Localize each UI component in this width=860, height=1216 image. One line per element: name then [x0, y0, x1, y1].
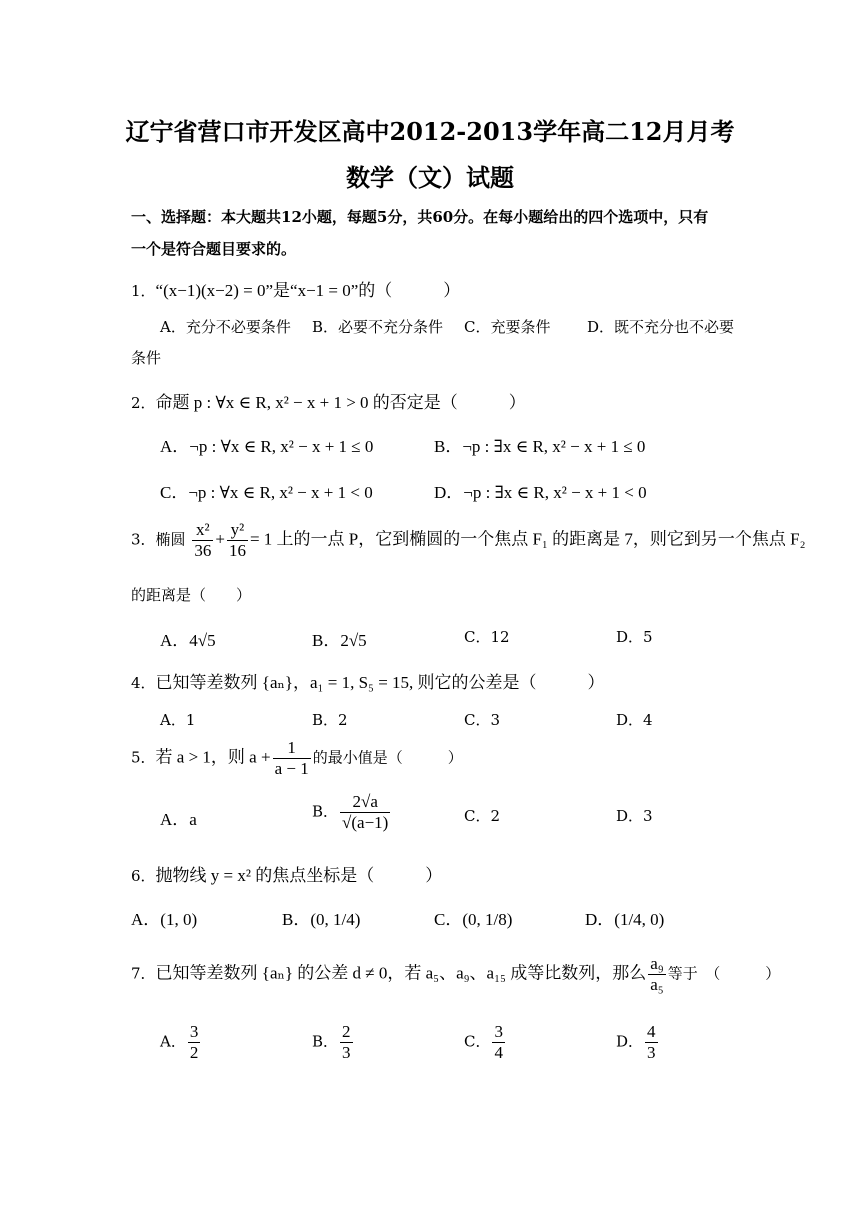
question-5	[131, 738, 463, 779]
question-number: 5．	[131, 748, 156, 767]
q3-option-b: B．2√5	[312, 631, 367, 650]
question-stem-a: 若 a > 1，则 a +	[155, 747, 271, 767]
ratio-term: $\frac{\text{a₉}}{\text{a₅}}$	[650, 954, 664, 994]
q4-option-b: B．2	[312, 711, 348, 729]
q1-option-b: B．必要不充分条件	[312, 318, 444, 336]
q4-option-c: C．3	[464, 711, 501, 729]
question-number: 1．	[131, 282, 156, 300]
question-stem-b: 等于 （ ）	[667, 964, 781, 983]
q2-option-c: C．¬p : ∀x ∈ R, x² − x + 1 < 0	[160, 483, 373, 502]
question-stem-a: 已知等差数列 {aₙ} 的公差 d ≠ 0，若 a₅、a₉、a₁₅ 成等比数列，那么	[155, 963, 647, 983]
q4-option-a: A．1	[160, 711, 196, 729]
question-number: 7．	[131, 964, 156, 983]
q1-wrap: 条件	[131, 349, 162, 367]
q7-option-d: D． $\frac{4}{3}$	[616, 1022, 656, 1062]
q2-option-d: D．¬p : ∃x ∈ R, x² − x + 1 < 0	[434, 483, 647, 502]
question-stem-b: = 1 上的一点 P，它到椭圆的一个焦点 F₁ 的距离是 7，则它到另一个焦点 F₂	[249, 529, 806, 549]
q3-option-a: A．4√5	[160, 631, 216, 650]
question-4	[131, 668, 605, 693]
question-stem: 抛物线 y = x² 的焦点坐标是（ ）	[155, 866, 443, 885]
q5-option-b-fraction: $\frac{2√a}{√(a-1)}$	[342, 792, 389, 832]
question-1	[131, 276, 460, 301]
section-header-line-1: 一、选择题：本大题共12小题，每题5分，共60分。在每小题给出的四个选项中，只有	[131, 208, 709, 226]
question-number: 3．	[131, 530, 156, 549]
q3-option-c: C．12	[464, 628, 510, 646]
q5-option-d: D．3	[616, 807, 653, 825]
q6-option-a: A．(1, 0)	[131, 910, 198, 929]
question-3: 3．椭圆 $\frac{\text{x²}}{36}$ + $\frac{\text{y²}}{16}$ = 1 上的一点 P，它到椭圆的一个焦点 F₁ 的距离是 7，则它到另一个焦点 F₂	[131, 520, 806, 560]
q7-option-c: C． $\frac{3}{4}$	[464, 1022, 503, 1062]
question-number: 2．	[131, 394, 156, 412]
q5-option-c: C．2	[464, 807, 501, 825]
question-6	[131, 861, 442, 886]
q7-option-b: B． $\frac{2}{3}$	[312, 1022, 351, 1062]
question-stem-b: 的最小值是（ ）	[312, 748, 463, 767]
q6-option-b: B．(0, 1/4)	[282, 910, 361, 929]
q5-option-b: B． $\frac{2√a}{√(a-1)}$	[312, 792, 389, 832]
question-stem-a: 椭圆	[155, 530, 186, 549]
q1-option-d: D．既不充分也不必要	[587, 318, 735, 336]
question-2	[131, 388, 526, 413]
q2-option-a: A．¬p : ∀x ∈ R, x² − x + 1 ≤ 0	[160, 437, 374, 456]
question-number: 4．	[131, 674, 156, 692]
q1-option-c: C．充要条件	[464, 318, 551, 336]
question-stem: 命题 p : ∀x ∈ R, x² − x + 1 > 0 的否定是（ ）	[155, 393, 526, 412]
reciprocal-term: $\frac{1}{a - 1}$	[274, 738, 309, 778]
q7-option-a: A． $\frac{3}{2}$	[160, 1022, 199, 1062]
ellipse-x-term: $\frac{\text{x²}}{36}$	[194, 520, 212, 560]
q2-option-b: B．¬p : ∃x ∈ R, x² − x + 1 ≤ 0	[434, 437, 646, 456]
ellipse-y-term: $\frac{\text{y²}}{16}$	[228, 520, 246, 560]
q1-option-a: A．充分不必要条件	[160, 318, 291, 336]
question-number: 6．	[131, 867, 156, 885]
q5-option-a: A．a	[160, 810, 197, 829]
question-7	[131, 954, 780, 995]
section-header-line-2: 一个是符合题目要求的。	[131, 240, 297, 258]
title-line-1: 辽宁省营口市开发区高中2012-2013学年高二12月月考	[125, 117, 735, 146]
q6-option-d: D．(1/4, 0)	[585, 910, 665, 929]
q4-option-d: D．4	[616, 711, 653, 729]
question-stem: “(x−1)(x−2) = 0”是“x−1 = 0”的（ ）	[155, 281, 461, 300]
title-line-2: 数学（文）试题	[346, 163, 514, 192]
q3-wrap: 的距离是（ ）	[131, 586, 252, 604]
q6-option-c: C．(0, 1/8)	[434, 910, 513, 929]
q3-option-d: D．5	[616, 628, 653, 646]
question-stem: 已知等差数列 {aₙ}，a₁ = 1, S₅ = 15, 则它的公差是（ ）	[155, 673, 605, 692]
